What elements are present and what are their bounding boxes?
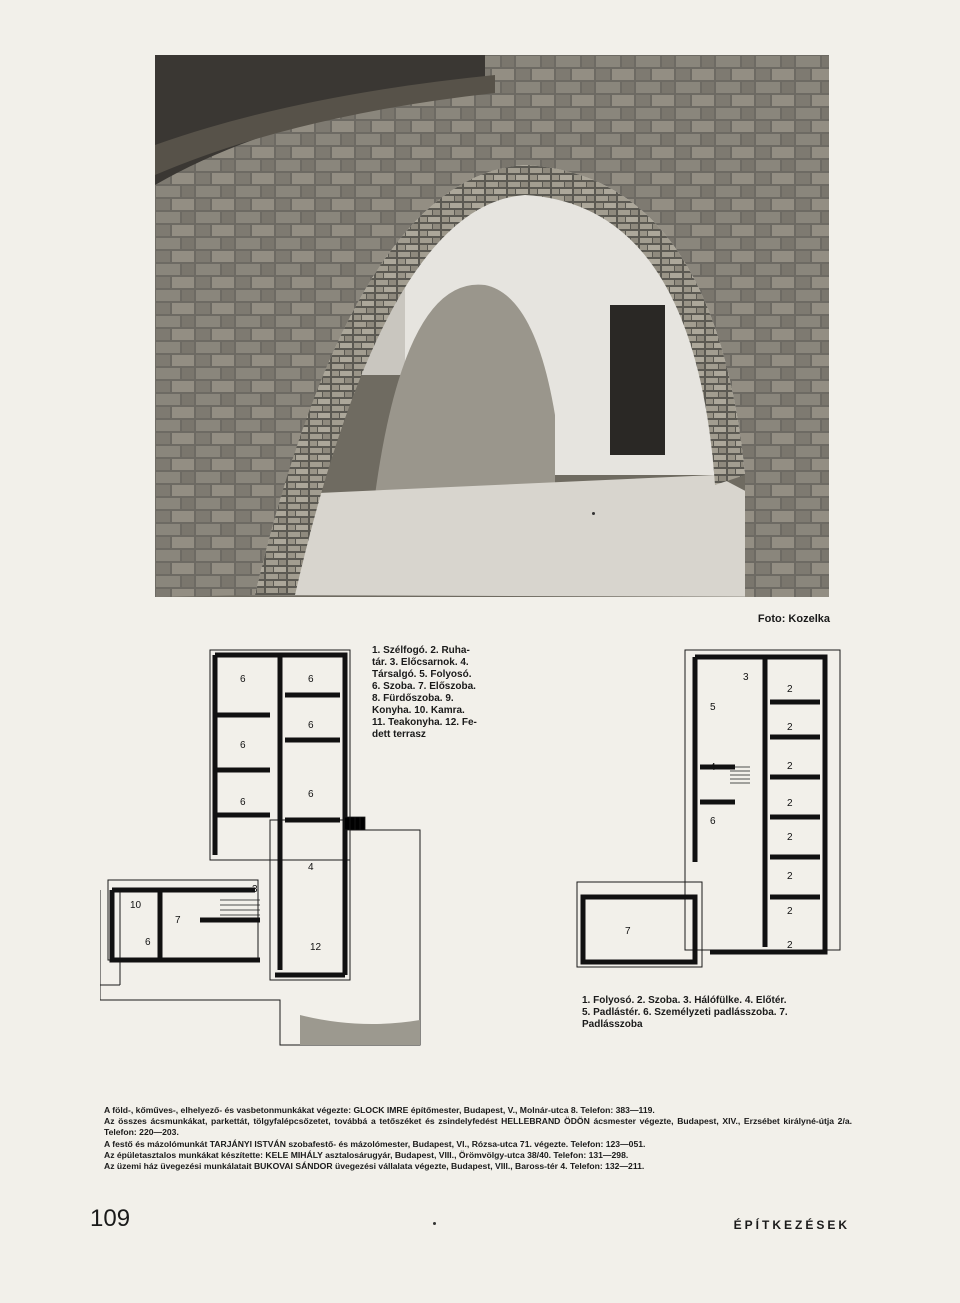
svg-text:6: 6: [145, 937, 151, 948]
legend-line: 5. Padlástér. 6. Személyzeti padlásszoba. 7.: [582, 1007, 788, 1018]
magazine-title: ÉPÍTKEZÉSEK: [733, 1218, 850, 1232]
ground-floor-legend: [372, 645, 492, 741]
print-speck: [433, 1222, 436, 1225]
photo-credit: Foto: Kozelka: [757, 613, 830, 625]
svg-text:2: 2: [787, 798, 793, 809]
legend-line: 1. Szélfogó. 2. Ruha-: [372, 645, 470, 656]
svg-text:7: 7: [625, 926, 631, 937]
credit-line: Az összes ácsmunkákat, parkettát, tölgyfalépcsőzetet, továbbá a tetőszéket és zsindelyfedést HELLEBRAND ÖDÖN ácsmester végezte, Budapest, XIV., Erzsébet királyné-útja 2/a. Telefon: 220—203.: [104, 1116, 852, 1138]
svg-text:12: 12: [310, 942, 322, 953]
credit-line: Az üzemi ház üvegezési munkálatait BUKOVAI SÁNDOR üvegezési vállalata végezte, Budapest, VIII., Baross-tér 4. Telefon: 132—211.: [104, 1161, 645, 1172]
legend-line: dett terrasz: [372, 729, 426, 740]
svg-text:6: 6: [308, 789, 314, 800]
svg-text:3: 3: [743, 672, 749, 683]
legend-line: tár. 3. Előcsarnok. 4.: [372, 657, 469, 668]
svg-text:6: 6: [240, 674, 246, 685]
svg-text:2: 2: [787, 761, 793, 772]
attic-floor-plan: [575, 642, 850, 977]
credit-line: Az épületasztalos munkákat készítette: KELE MIHÁLY asztalosárugyár, Budapest, VIII., Örömvölgy-utca 38/40. Telefon: 131—298.: [104, 1149, 629, 1160]
page-number: 109: [90, 1205, 131, 1232]
attic-floor-plan-drawing: [575, 642, 850, 977]
svg-text:6: 6: [240, 797, 246, 808]
svg-text:2: 2: [787, 906, 793, 917]
svg-text:4: 4: [308, 862, 314, 873]
legend-line: Padlásszoba: [582, 1019, 643, 1030]
svg-text:6: 6: [240, 740, 246, 751]
svg-text:10: 10: [130, 900, 142, 911]
credit-line: A föld-, kőműves-, elhelyező- és vasbetonmunkákat végezte: GLOCK IMRE építőmester, Budapest, V., Molnár-utca 8. Telefon: 383—119.: [104, 1105, 655, 1115]
legend-line: 1. Folyosó. 2. Szoba. 3. Hálófülke. 4. Előtér.: [582, 995, 787, 1006]
svg-text:5: 5: [710, 702, 716, 713]
svg-text:4: 4: [710, 762, 716, 773]
svg-text:2: 2: [787, 940, 793, 951]
svg-text:7: 7: [175, 915, 181, 926]
attic-floor-legend: [582, 995, 852, 1031]
svg-text:6: 6: [308, 720, 314, 731]
legend-line: 11. Teakonyha. 12. Fe-: [372, 717, 477, 728]
contractor-credits: [104, 1105, 852, 1172]
svg-text:2: 2: [787, 722, 793, 733]
svg-text:6: 6: [308, 674, 314, 685]
svg-text:6: 6: [710, 816, 716, 827]
print-speck: [592, 512, 595, 515]
svg-text:2: 2: [787, 684, 793, 695]
svg-text:3: 3: [252, 884, 258, 895]
arch-photo-graphic: [155, 55, 829, 597]
legend-line: Társalgó. 5. Folyosó.: [372, 669, 472, 680]
legend-line: 8. Fürdőszoba. 9.: [372, 693, 454, 704]
svg-text:2: 2: [787, 871, 793, 882]
legend-line: 6. Szoba. 7. Előszoba.: [372, 681, 476, 692]
arch-photograph: [155, 55, 829, 597]
svg-text:2: 2: [787, 832, 793, 843]
credit-line: A festő és mázolómunkát TARJÁNYI ISTVÁN szobafestő- és mázolómester, Budapest, VI., Rózsa-utca 71. végezte. Telefon: 123—051.: [104, 1138, 646, 1149]
legend-line: Konyha. 10. Kamra.: [372, 705, 465, 716]
